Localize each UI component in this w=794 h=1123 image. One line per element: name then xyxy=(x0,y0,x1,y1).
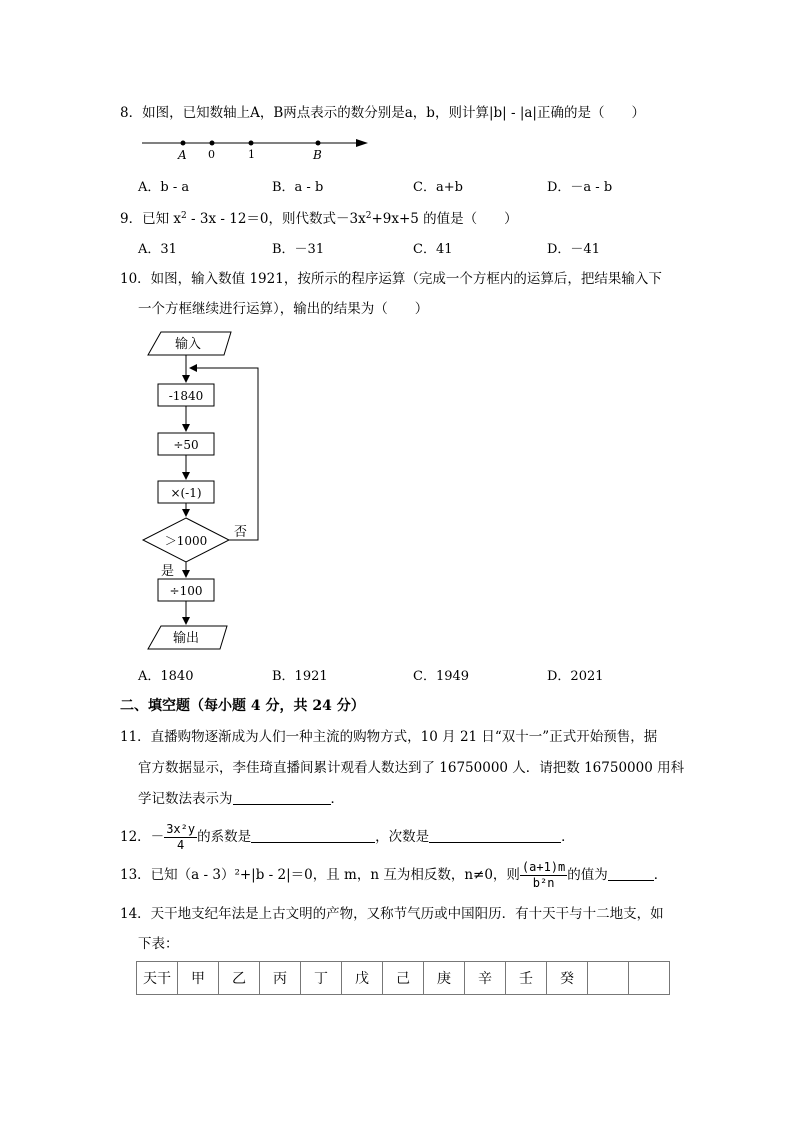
flow-step-1-label: -1840 xyxy=(168,389,204,403)
q8-text: 8．如图，已知数轴上A，B两点表示的数分别是a，b，则计算|b| - |a|正确的是（ ） xyxy=(120,105,645,121)
q12-coefficient-blank[interactable] xyxy=(251,828,375,843)
q10-option-a: A．1840 xyxy=(138,669,194,684)
q9-option-b: B．－31 xyxy=(272,242,325,257)
q11-line1: 11．直播购物逐渐成为人们一种主流的购物方式，10 月 21 日“双十一”正式开始预售，据 xyxy=(120,729,658,745)
q9-option-a: A．31 xyxy=(138,242,177,257)
q13-fraction: $\frac{(a+1)m}{\text{b²n}}$ xyxy=(521,860,566,890)
unit-label: 1 xyxy=(248,148,255,161)
q10-line2: 一个方框继续进行运算），输出的结果为（ ） xyxy=(138,301,429,317)
q13-line: 13．已知（a - 3）²+|b - 2|＝0，且 m，n 互为相反数，n≠0，则 $\frac{(a+1)m}{\text{b²n}}$ 的值为 ． xyxy=(120,860,668,890)
table-cell: 甲 xyxy=(178,962,219,995)
table-cell: 天干 xyxy=(137,962,178,995)
table-cell: 丁 xyxy=(301,962,342,995)
q8-option-a: A．b - a xyxy=(138,180,190,195)
number-line-arrow xyxy=(356,139,368,147)
table-cell: 壬 xyxy=(506,962,547,995)
q11-line3: 学记数法表示为 ． xyxy=(138,791,344,807)
flow-no-label: 否 xyxy=(234,525,248,540)
q14-line2: 下表： xyxy=(138,936,179,952)
q9-option-d: D．－41 xyxy=(547,242,600,257)
table-cell: 癸 xyxy=(547,962,588,995)
q11-answer-blank[interactable] xyxy=(233,790,331,805)
q12-line: 12．－ $\frac{\text{3x²y}}{4}$ 的系数是 ，次数是 ． xyxy=(120,822,575,852)
q11-line2: 官方数据显示，李佳琦直播间累计观看人数达到了 16750000 人．请把数 16750000 用科 xyxy=(138,760,685,776)
q10-option-b: B．1921 xyxy=(272,669,328,684)
flow-input-label: 输入 xyxy=(174,337,202,352)
table-cell: 乙 xyxy=(219,962,260,995)
table-cell: 辛 xyxy=(465,962,506,995)
table-cell: 丙 xyxy=(260,962,301,995)
flow-step-4-label: ÷100 xyxy=(169,584,203,598)
table-cell: 己 xyxy=(383,962,424,995)
table-cell: 戊 xyxy=(342,962,383,995)
table-cell xyxy=(629,962,670,995)
point-b-dot xyxy=(316,141,321,146)
table-cell: 庚 xyxy=(424,962,465,995)
flow-step-3-label: ×(-1) xyxy=(170,486,202,500)
table-cell xyxy=(588,962,629,995)
q9-text: 9．已知 $x^2 - 3x - 12=0$，则代数式$-3x^2+9x+5$ 的值是（ ） xyxy=(120,211,518,227)
table-row xyxy=(137,962,670,995)
q13-answer-blank[interactable] xyxy=(608,866,654,881)
flow-yes-label: 是 xyxy=(161,564,175,579)
q10-line1: 10．如图，输入数值 1921，按所示的程序运算（完成一个方框内的运算后，把结果输入下 xyxy=(120,271,662,287)
q10-option-d: D．2021 xyxy=(547,669,604,684)
q10-option-c: C．1949 xyxy=(413,669,470,684)
q9-option-c: C．41 xyxy=(413,242,453,257)
flow-step-2-label: ÷50 xyxy=(173,438,199,452)
q12-degree-blank[interactable] xyxy=(429,828,561,843)
number-line-figure xyxy=(140,132,380,164)
point-a-label: A xyxy=(178,148,187,162)
point-b-label: B xyxy=(313,148,322,162)
origin-label: 0 xyxy=(208,148,215,161)
flow-output-label: 输出 xyxy=(172,631,200,646)
flowchart xyxy=(140,328,280,658)
unit-dot xyxy=(249,141,254,146)
q8-option-b: B．a - b xyxy=(272,180,324,195)
q8-option-d: D．－a - b xyxy=(547,180,613,195)
origin-dot xyxy=(210,141,215,146)
section-heading: 二、填空题（每小题 4 分，共 24 分） xyxy=(120,698,365,714)
q8-option-c: C．a+b xyxy=(413,180,463,195)
tiangan-table xyxy=(136,961,670,995)
point-a-dot xyxy=(181,141,186,146)
flow-condition-label: ＞1000 xyxy=(164,534,208,548)
q12-fraction: $\frac{\text{3x²y}}{4}$ xyxy=(166,822,196,852)
q14-line1: 14．天干地支纪年法是上古文明的产物，又称节气历或中国阳历．有十天干与十二地支，如 xyxy=(120,906,664,922)
